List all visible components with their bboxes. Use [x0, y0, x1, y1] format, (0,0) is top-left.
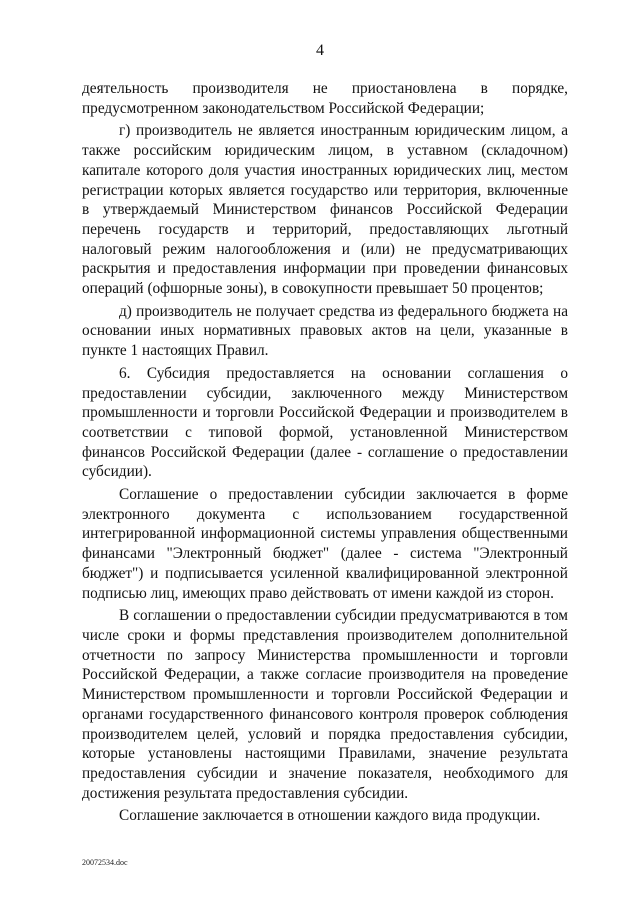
- paragraph-agreement-form: Соглашение о предоставлении субсидии заключается в форме электронного документа с использованием государственной интегрированной информационной системы управления общественными финансами "Электронный бюджет" (далее - система "Электронный бюджет") и подписывается усиленной квалифицированной электронной подписью лиц, имеющих право действовать от имени каждой из сторон.: [82, 486, 568, 602]
- page-number: 4: [316, 42, 324, 59]
- footer-file-code: 20072534.doc: [82, 858, 128, 867]
- paragraph-agreement-terms: В соглашении о предоставлении субсидии предусматриваются в том числе сроки и формы представления производителем дополнительной отчетности по запросу Министерства промышленности и торговли Российской Федерации, а также согласие производителя на проведение Министерством промышленности и торговли Российской Федерации и органами государственного финансового контроля проверок соблюдения производителем целей, условий и порядка предоставления субсидии, которые установлены настоящими Правилами, значение результата предоставления субсидии и значение показателя, необходимого для достижения результата предоставления субсидии.: [82, 607, 568, 802]
- paragraph-item-g: г) производитель не является иностранным юридическим лицом, а также российским юридическим лицом, в уставном (складочном) капитале которого доля участия иностранных юридических лиц, местом регистрации которых является государство или территория, включенные в утверждаемый Министерством финансов Российской Федерации перечень государств и территорий, предоставляющих льготный налоговый режим налогообложения и (или) не предусматривающих раскрытия и предоставления информации при проведении финансовых операций (офшорные зоны), в совокупности превышает 50 процентов;: [82, 122, 568, 298]
- paragraph-continuation: деятельность производителя не приостановлена в порядке, предусмотренном законодательством Российской Федерации;: [82, 80, 568, 117]
- document-body: [82, 79, 568, 826]
- paragraph-section-6: 6. Субсидия предоставляется на основании соглашения о предоставлении субсидии, заключенного между Министерством промышленности и торговли Российской Федерации и производителем в соответствии с типовой формой, установленной Министерством финансов Российской Федерации (далее - соглашение о предоставлении субсидии).: [82, 364, 568, 481]
- paragraph-item-d: д) производитель не получает средства из федерального бюджета на основании иных нормативных правовых актов на цели, указанные в пункте 1 настоящих Правил.: [82, 302, 568, 360]
- paragraph-agreement-scope: Соглашение заключается в отношении каждого вида продукции.: [119, 807, 541, 825]
